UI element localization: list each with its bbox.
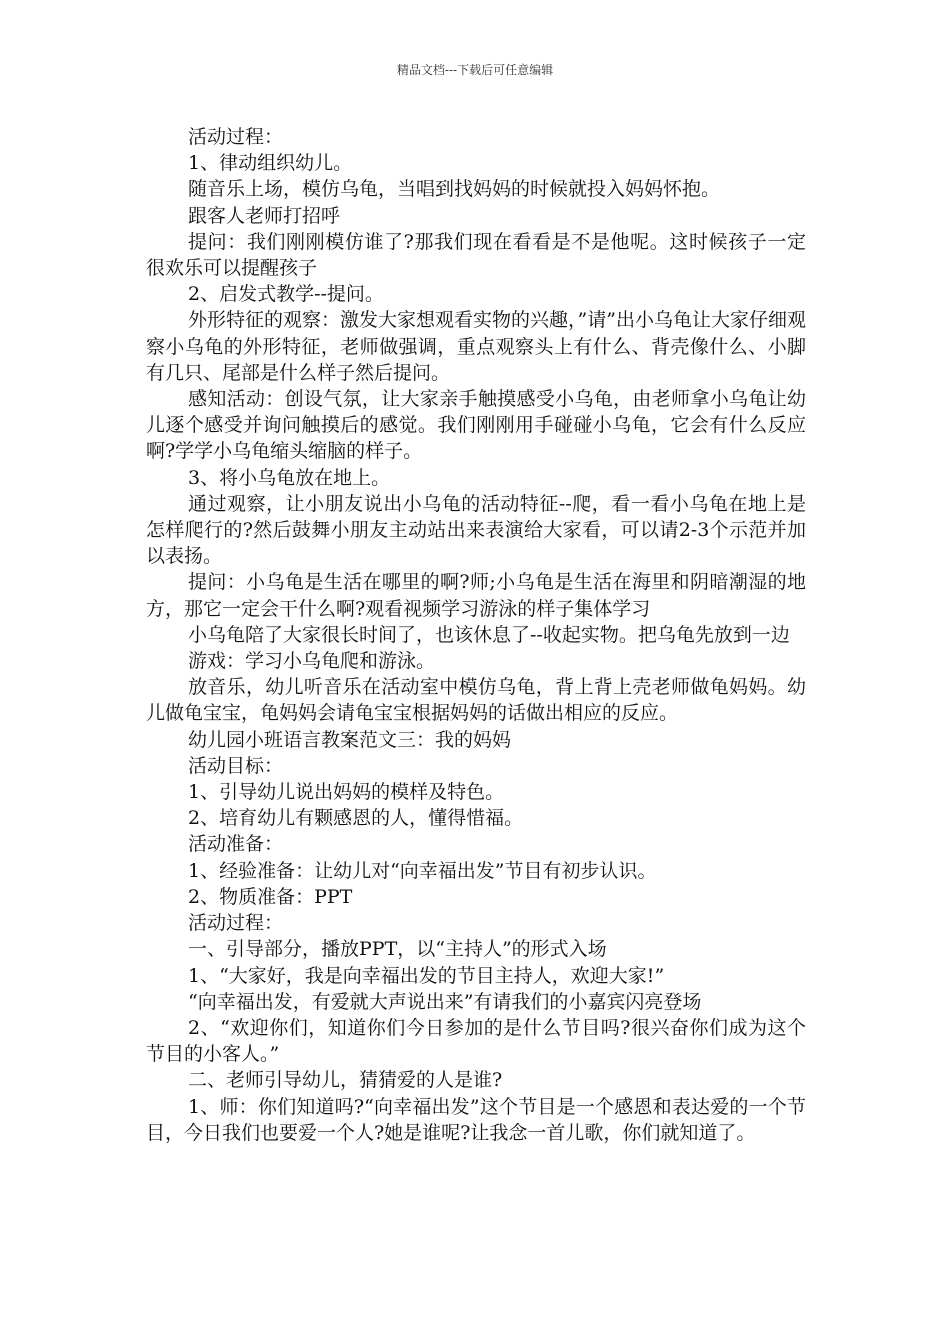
paragraph: 1、师：你们知道吗?“向幸福出发”这个节目是一个感恩和表达爱的一个节目，今日我们也要爱一个人?她是谁呢?让我念一首儿歌，你们就知道了。 [146,1095,806,1144]
paragraph: 2、启发式教学--提问。 [188,283,384,306]
paragraph: 1、经验准备：让幼儿对“向幸福出发”节目有初步认识。 [188,859,657,882]
paragraph: 1、律动组织幼儿。 [188,152,353,175]
paragraph: 跟客人老师打招呼 [188,204,341,227]
paragraph: “向幸福出发，有爱就大声说出来”有请我们的小嘉宾闪亮登场 [188,990,702,1013]
paragraph: 1、“大家好，我是向幸福出发的节目主持人，欢迎大家!” [188,964,665,987]
paragraph: 通过观察，让小朋友说出小乌龟的活动特征--爬，看一看小乌龟在地上是怎样爬行的?然后鼓舞小朋友主动站出来表演给大家看，可以请2-3个示范并加以表扬。 [146,492,806,568]
paragraph: 提问：小乌龟是生活在哪里的啊?师;小乌龟是生活在海里和阴暗潮湿的地方，那它一定会干什么啊?观看视频学习游泳的样子集体学习 [146,571,806,620]
paragraph: 活动过程： [188,126,284,148]
paragraph: 随音乐上场，模仿乌龟，当唱到找妈妈的时候就投入妈妈怀抱。 [188,178,721,201]
paragraph: 3、将小乌龟放在地上。 [188,466,391,489]
paragraph: 二、老师引导幼儿，猜猜爱的人是谁? [188,1069,503,1092]
section-title: 幼儿园小班语言教案范文三：我的妈妈 [188,728,512,751]
paragraph: 提问：我们刚刚模仿谁了?那我们现在看看是不是他呢。这时候孩子一定很欢乐可以提醒孩子 [146,230,806,280]
page-header: 精品文档---下载后可任意编辑 [396,63,554,77]
paragraph: 游戏：学习小乌龟爬和游泳。 [188,650,436,673]
paragraph: 2、培育幼儿有颗感恩的人，懂得惜福。 [188,807,524,830]
paragraph: 活动过程： [188,912,284,935]
paragraph: 感知活动：创设气氛，让大家亲手触摸感受小乌龟，由老师拿小乌龟让幼儿逐个感受并询问触摸后的感觉。我们刚刚用手碰碰小乌龟，它会有什么反应啊?学学小乌龟缩头缩脑的样子。 [146,388,806,463]
paragraph: 一、引导部分，播放PPT，以“主持人”的形式入场 [188,938,607,961]
paragraph: 放音乐，幼儿听音乐在活动室中模仿乌龟，背上背上壳老师做龟妈妈。幼儿做龟宝宝，龟妈妈会请龟宝宝根据妈妈的话做出相应的反应。 [146,676,806,725]
document-body [146,124,806,1146]
paragraph: 1、引导幼儿说出妈妈的模样及特色。 [188,781,505,804]
paragraph: 小乌龟陪了大家很长时间了，也该休息了--收起实物。把乌龟先放到一边 [188,623,790,646]
paragraph: 活动目标： [188,754,284,777]
paragraph: 2、“欢迎你们，知道你们今日参加的是什么节目吗?很兴奋你们成为这个节目的小客人。” [146,1016,806,1066]
paragraph: 2、物质准备：PPT [188,885,353,908]
paragraph: 外形特征的观察：激发大家想观看实物的兴趣，”请”出小乌龟让大家仔细观察小乌龟的外形特征，老师做强调，重点观察头上有什么、背壳像什么、小脚有几只、尾部是什么样子然后提问。 [146,309,806,384]
paragraph: 活动准备： [188,833,284,856]
